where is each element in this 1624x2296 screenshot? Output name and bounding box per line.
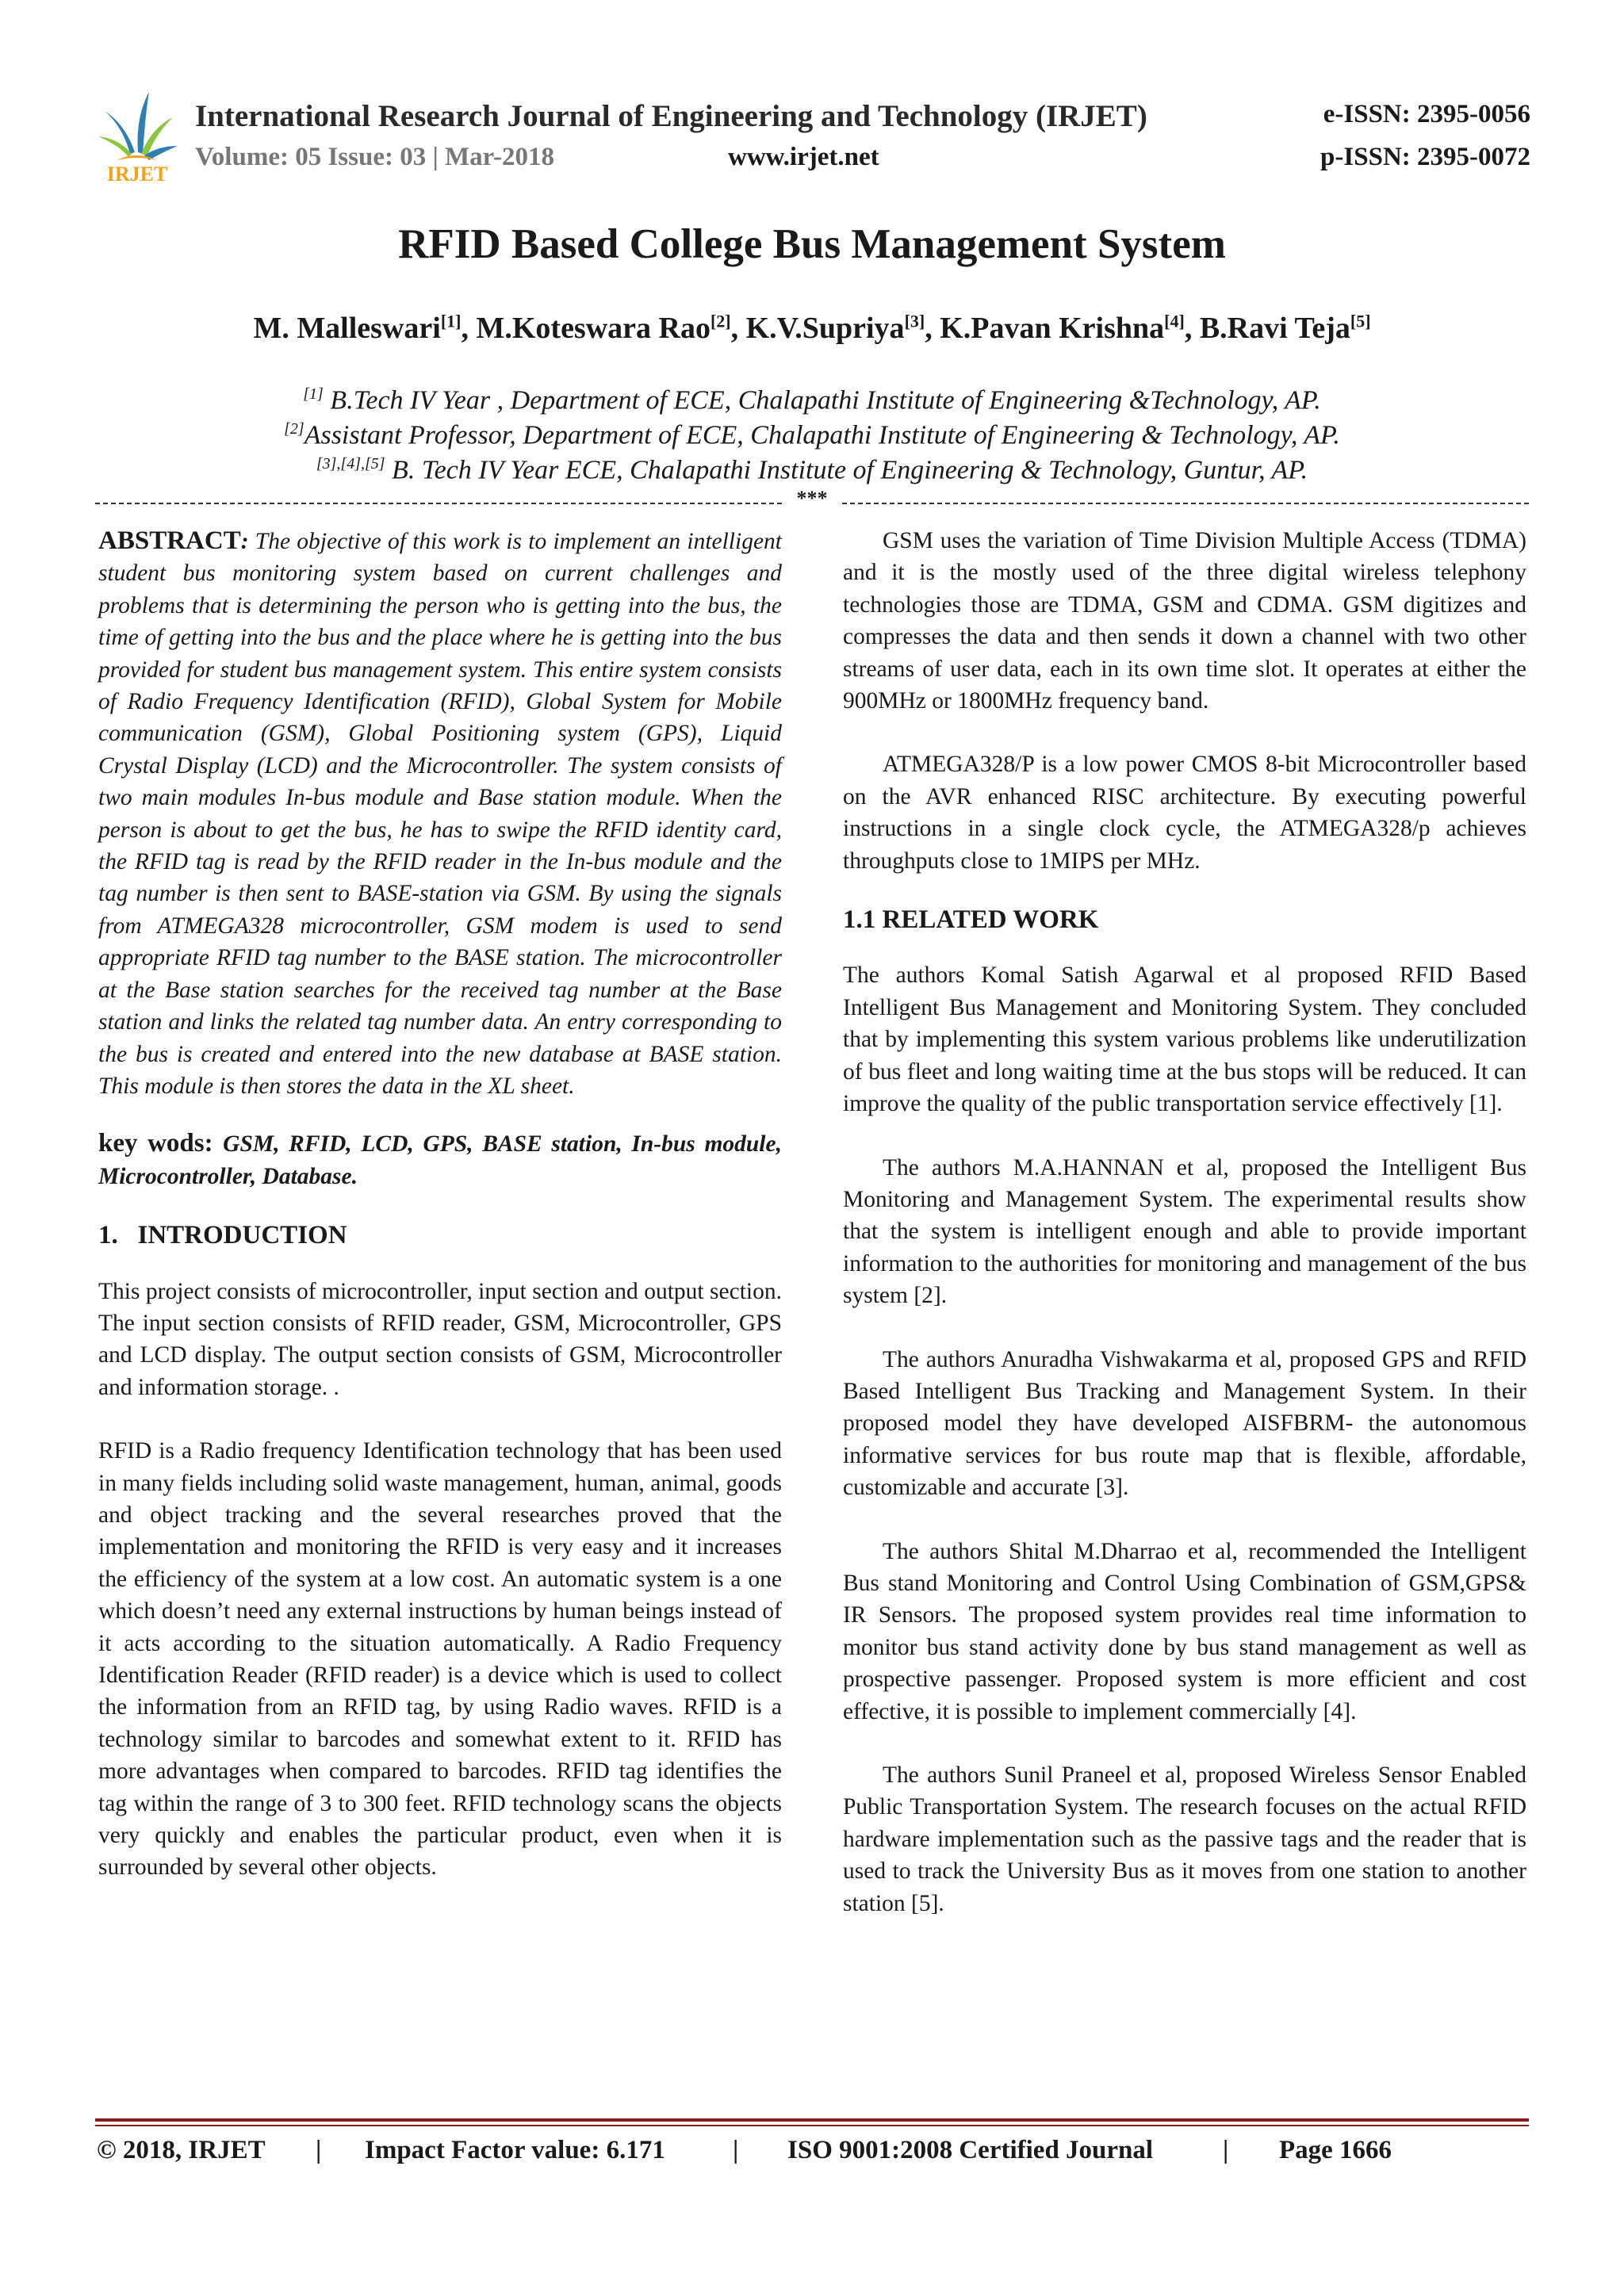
affiliation-text: Assistant Professor, Department of ECE, Chalapathi Institute of Engineering & Technology, AP.	[304, 420, 1340, 450]
gsm-paragraph: GSM uses the variation of Time Division Multiple Access (TDMA) and it is the mostly used of the three digital wireless telephony technologies those are TDMA, GSM and CDMA. GSM digitizes and compresses the data and then sends it down a channel with two other streams of user data, each in its own time slot. It operates at either the 900MHz or 1800MHz frequency band.	[843, 528, 1526, 714]
related-work-4: The authors Shital M.Dharrao et al, recommended the Intelligent Bus stand Monitoring and Control Using Combination of GSM,GPS& IR Sensors. The proposed system provides real time information to monitor bus stand activity done by bus stand management as well as prospective passenger. Proposed system is more efficient and cost effective, it is possible to implement commercially [4].	[843, 1538, 1526, 1724]
author-separator: ,	[925, 312, 940, 345]
affiliation-ref: [1]	[303, 385, 324, 403]
author-separator: ,	[461, 312, 477, 345]
abstract-label: ABSTRACT	[98, 526, 241, 555]
e-issn: e-ISSN: 2395-0056	[1323, 100, 1530, 128]
author-name: B.Ravi Teja	[1199, 312, 1350, 345]
author-name: M. Malleswari	[253, 312, 441, 345]
abstract-colon: :	[240, 529, 249, 554]
author-ref: [1]	[440, 311, 462, 331]
journal-title: International Research Journal of Engineering and Technology (IRJET)	[195, 99, 1147, 133]
footer-divider: |	[316, 2136, 322, 2164]
footer-impact-factor: Impact Factor value: 6.171	[365, 2136, 665, 2164]
author-ref: [4]	[1164, 311, 1185, 331]
author-name: M.Koteswara Rao	[476, 312, 710, 345]
abstract	[98, 525, 782, 1102]
keywords-label: key wods:	[98, 1129, 224, 1158]
author-ref: [5]	[1350, 311, 1371, 331]
footer-rule-thin	[95, 2125, 1529, 2126]
affiliation-ref: [3],[4],[5]	[316, 455, 385, 473]
section-separator	[95, 487, 1529, 510]
right-column	[843, 525, 1526, 1919]
separator-dash-left	[95, 503, 782, 504]
keywords	[98, 1127, 782, 1192]
keywords-text: GSM, RFID, LCD, GPS, BASE station, In-bus module, Microcontroller, Database.	[98, 1131, 782, 1189]
footer-iso: ISO 9001:2008 Certified Journal	[787, 2136, 1154, 2164]
logo-text: IRJET	[106, 163, 168, 186]
affiliation-text: B.Tech IV Year , Department of ECE, Chalapathi Institute of Engineering &Technology, AP.	[323, 385, 1321, 415]
volume-issue: Volume: 05 Issue: 03 | Mar-2018	[195, 143, 555, 171]
author-separator: ,	[1184, 312, 1200, 345]
journal-website: www.irjet.net	[728, 143, 879, 171]
related-work-3: The authors Anuradha Vishwakarma et al, proposed GPS and RFID Based Intelligent Bus Tracking and Management System. In their proposed model they have developed AISFBRM- the autonomous informative services for bus route map that is flexible, affordable, customizable and accurate [3].	[843, 1346, 1526, 1501]
author-ref: [2]	[710, 311, 731, 331]
intro-paragraph-1: This project consists of microcontroller, input section and output section. The input section consists of RFID reader, GSM, Microcontroller, GPS and LCD display. The output section consists of GSM, Microcontroller and information storage. .	[98, 1278, 782, 1400]
related-work-5: The authors Sunil Praneel et al, proposed Wireless Sensor Enabled Public Transportation System. The research focuses on the actual RFID hardware implementation such as the passive tags and the reader that is used to track the University Bus as it moves from one station to another station [5].	[843, 1762, 1526, 1916]
section-heading-related-work: 1.1 RELATED WORK	[843, 905, 1099, 935]
affiliation-ref: [2]	[284, 420, 304, 438]
footer-page-number: Page 1666	[1279, 2136, 1392, 2164]
author-name: K.V.Supriya	[745, 312, 905, 345]
related-work-2: The authors M.A.HANNAN et al, proposed the Intelligent Bus Monitoring and Management System. The experimental results show that the system is intelligent enough and able to provide important information to the authorities for monitoring and management of the bus system [2].	[843, 1154, 1526, 1309]
author-ref: [3]	[904, 311, 925, 331]
separator-stars: ***	[796, 487, 828, 510]
author-list	[0, 311, 1624, 346]
section-heading-introduction: 1. INTRODUCTION	[98, 1221, 347, 1250]
affiliation-3	[0, 455, 1624, 485]
abstract-text: The objective of this work is to implement an intelligent student bus monitoring system based on current challenges and problems that is determining the person who is getting into the bus, the time of getting into the bus and the place where he is getting into the bus provided for student bus management system. This entire system consists of Radio Frequency Identification (RFID), Global System for Mobile communication (GSM), Global Positioning system (GPS), Liquid Crystal Display (LCD) and the Microcontroller. The system consists of two main modules In-bus module and Base station module. When the person is about to get the bus, he has to swipe the RFID identity card, the RFID tag is read by the RFID reader in the In-bus module and the tag number is then sent to BASE-station via GSM. By using the signals from ATMEGA328 microcontroller, GSM modem is used to send appropriate RFID tag number to the BASE station. The microcontroller at the Base station searches for the received tag number at the Base station and links the related tag number data. An entry corresponding to the bus is created and entered into the new database at BASE station. This module is then stores the data in the XL sheet.	[98, 529, 782, 1099]
footer-divider: |	[1223, 2136, 1229, 2164]
related-work-1: The authors Komal Satish Agarwal et al proposed RFID Based Intelligent Bus Management and Monitoring System. They concluded that by implementing this system various problems like underutilization of bus fleet and long waiting time at the bus stops will be reduced. It can improve the quality of the public transportation service effectively [1].	[843, 962, 1526, 1117]
p-issn: p-ISSN: 2395-0072	[1320, 143, 1530, 171]
separator-dash-right	[842, 503, 1529, 504]
irjet-logo	[94, 82, 181, 186]
affiliation-2	[0, 420, 1624, 450]
footer-divider: |	[733, 2136, 739, 2164]
journal-header	[94, 82, 1530, 186]
footer-copyright: © 2018, IRJET	[97, 2136, 266, 2164]
atmega-paragraph: ATMEGA328/P is a low power CMOS 8-bit Microcontroller based on the AVR enhanced RISC architecture. By executing powerful instructions in a single clock cycle, the ATMEGA328/p achieves throughputs close to 1MIPS per MHz.	[843, 752, 1526, 874]
author-separator: ,	[730, 312, 746, 345]
left-column	[98, 525, 782, 1884]
footer-rule	[95, 2118, 1529, 2122]
affiliation-1	[0, 385, 1624, 415]
intro-paragraph-2: RFID is a Radio frequency Identification technology that has been used in many fields including solid waste management, human, animal, goods and object tracking and the several researches proved that the implementation and monitoring the RFID is very easy and it increases the efficiency of the system at a low cost. An automatic system is a one which doesn’t need any external instructions by human beings instead of it acts according to the situation automatically. A Radio Frequency Identification Reader (RFID reader) is a device which is used to collect the information from an RFID tag, by using Radio waves. RFID is a technology similar to barcodes and somewhat extent to it. RFID has more advantages when compared to barcodes. RFID tag identifies the tag within the range of 3 to 300 feet. RFID technology scans the objects very quickly and enables the particular product, even when it is surrounded by several other objects.	[98, 1438, 782, 1881]
paper-title: RFID Based College Bus Management System	[398, 221, 1226, 267]
author-name: K.Pavan Krishna	[940, 312, 1165, 345]
affiliation-text: B. Tech IV Year ECE, Chalapathi Institute of Engineering & Technology, Guntur, AP.	[385, 455, 1308, 485]
